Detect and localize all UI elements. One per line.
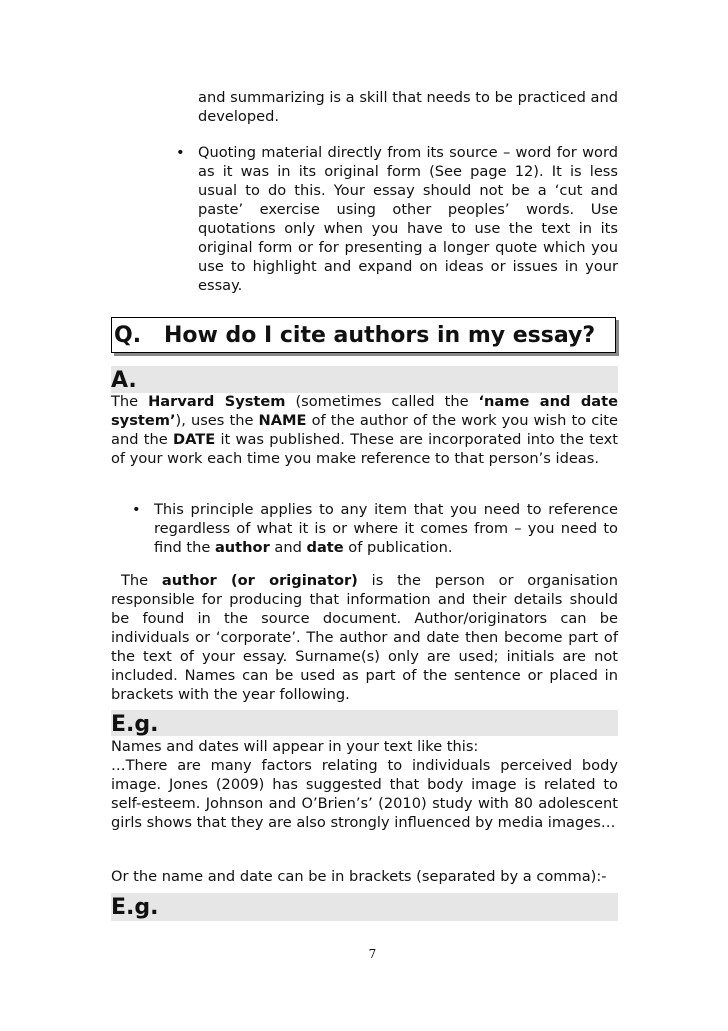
text-run: is the person or organisation responsible for producing that information and their details should be found in the source document. Author/originators can be individuals or ‘corporate’. The author and date then become part of the text of your essay. Surname(s) only are used; initials are not included. Names can be used as part of the sentence or placed in brackets with the year following. xyxy=(111,572,618,703)
page-number: 7 xyxy=(368,947,377,961)
question-label: Q. xyxy=(114,323,142,348)
text-run: it was published. These are incorporated into the text of your work each time you make reference to that person’s ideas. xyxy=(111,431,618,467)
continuation-text: and summarizing is a skill that needs to be practiced and developed. xyxy=(198,89,618,125)
text-run: of the author of the work you wish to cite and the xyxy=(111,412,619,448)
names-example xyxy=(111,737,618,832)
text-run: This principle applies to any item that you need to reference regardless of what it is or where it comes from – you need to find the xyxy=(154,501,618,556)
list-item xyxy=(132,500,618,557)
bold-run: author xyxy=(214,539,270,556)
quoting-bullet-text: Quoting material directly from its source – word for word as it was in its original form (See page 12). It is less usual to do this. Your essay should not be a ‘cut and paste’ exercise using other peoples’ words. Use quotations only when you have to use the text in its original form or for presenting a longer quote which you use to highlight and expand on ideas or issues in your essay. xyxy=(198,144,618,294)
text-run: The xyxy=(111,393,149,410)
example-header xyxy=(111,710,618,736)
question-heading: How do I cite authors in my essay? xyxy=(164,323,596,348)
text-run: and xyxy=(269,539,307,556)
author-paragraph xyxy=(111,571,618,704)
bullet-icon: • xyxy=(132,501,141,518)
quoting-bullet-list xyxy=(176,143,618,295)
brackets-text: Or the name and date can be in brackets (separated by a comma):- xyxy=(111,868,607,885)
question-box xyxy=(111,317,616,353)
text-run: ), uses the xyxy=(175,412,259,429)
answer-header xyxy=(111,366,618,393)
principle-bullet-list xyxy=(132,500,618,557)
example-header xyxy=(111,893,618,921)
names-intro: Names and dates will appear in your text like this: xyxy=(111,738,479,755)
answer-label: A. xyxy=(111,368,137,393)
text-run: of publication. xyxy=(343,539,453,556)
text-run: (sometimes called the xyxy=(285,393,479,410)
bold-run: DATE xyxy=(172,431,216,448)
text-run: The xyxy=(121,572,162,589)
bold-run: Harvard System xyxy=(148,393,286,410)
bullet-icon: • xyxy=(176,144,185,161)
bold-run: date xyxy=(306,539,344,556)
example-label: E.g. xyxy=(111,712,159,737)
bold-run: NAME xyxy=(258,412,307,429)
bold-run: author (or originator) xyxy=(161,572,358,589)
list-item xyxy=(176,143,618,295)
example-label: E.g. xyxy=(111,895,159,920)
example-quote: …There are many factors relating to individuals perceived body image. Jones (2009) has suggested that body image is related to self-esteem. Johnson and O’Brien’s’ (2010) study with 80 adolescent girls shows that they are also strongly influenced by media images… xyxy=(111,757,618,831)
harvard-paragraph xyxy=(111,392,618,468)
bold-run: ‘name and date system’ xyxy=(111,393,618,429)
